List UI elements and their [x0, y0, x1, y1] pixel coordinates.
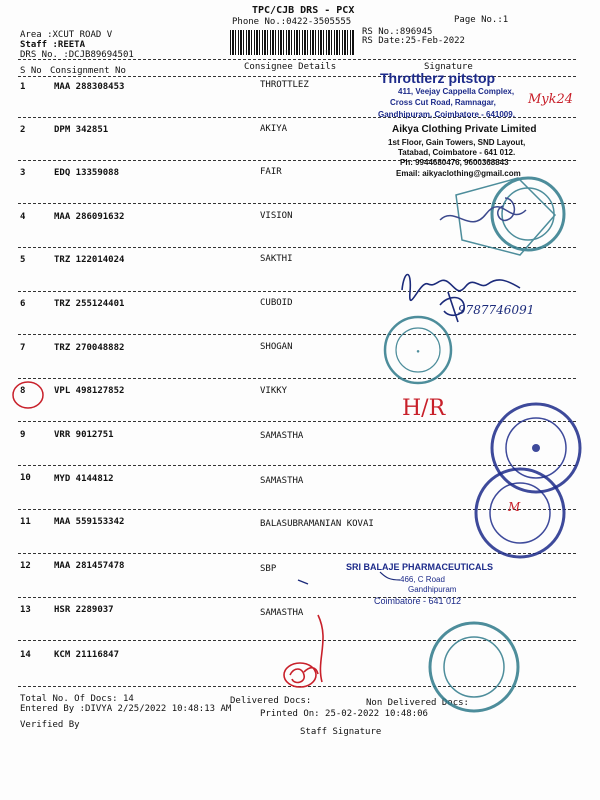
aikya-stamp-line3: Ph: 9944680476, 9600368843	[400, 158, 509, 167]
throttlez-stamp-line1: 411, Veejay Cappella Complex,	[398, 87, 515, 96]
row-consignee: CUBOID	[260, 298, 293, 308]
row-sno: 6	[20, 299, 26, 309]
row-consignee: FAIR	[260, 167, 282, 177]
balaje-stamp-name: SRI BALAJE PHARMACEUTICALS	[346, 562, 494, 572]
row-sno: 8	[20, 386, 26, 396]
rs-number: RS No.:896945	[362, 27, 433, 37]
row-consignment: EDQ 13359088	[54, 168, 120, 178]
aikya-stamp-line4: Email: aikyaclothing@gmail.com	[396, 169, 521, 178]
row-sno: 2	[20, 125, 26, 135]
area-label: Area :XCUT ROAD V	[20, 30, 113, 40]
row-sno: 9	[20, 430, 26, 440]
row-sno: 4	[20, 212, 26, 222]
aikya-stamp-line1: 1st Floor, Gain Towers, SND Layout,	[388, 138, 526, 147]
column-consignee: Consignee Details	[244, 62, 337, 72]
row-consignment: MAA 288308453	[54, 82, 125, 92]
row-sno: 7	[20, 343, 26, 353]
row-sno: 12	[20, 561, 31, 571]
total-docs: Total No. Of Docs: 14	[20, 694, 134, 704]
phone-number: Phone No.:0422-3505555	[232, 17, 352, 27]
rs-date: RS Date:25-Feb-2022	[362, 36, 465, 46]
row-consignee: SAMASTHA	[260, 431, 304, 441]
verified-by: Verified By	[20, 720, 80, 730]
row-consignment: MYD 4144812	[54, 474, 114, 484]
aikya-stamp-name: Aikya Clothing Private Limited	[392, 124, 537, 135]
delivered-docs: Delivered Docs:	[230, 696, 312, 706]
handwritten-phone-row6: 9787746091	[458, 303, 535, 317]
row-consignment: DPM 342851	[54, 125, 109, 135]
handwritten-mark-row10: M	[508, 500, 521, 514]
throttlez-stamp-line3: Gandhipuram, Coimbatore - 641009.	[378, 110, 515, 119]
row-sno: 14	[20, 650, 31, 660]
row-sno: 10	[20, 473, 31, 483]
row-consignment: TRZ 255124401	[54, 299, 125, 309]
handwritten-hr-row8: H/R	[402, 396, 446, 421]
row-consignment: KCM 21116847	[54, 650, 120, 660]
throttlez-stamp-line2: Cross Cut Road, Ramnagar,	[390, 98, 496, 107]
balaje-stamp-line1: 466, C Road	[400, 575, 445, 584]
column-consignment: Consignment No	[50, 66, 126, 76]
column-sno: S No	[20, 66, 42, 76]
non-delivered-docs: Non Delivered Docs:	[366, 698, 469, 708]
row-consignee: SHOGAN	[260, 342, 293, 352]
rx-lens-stamp-graphic	[440, 178, 564, 255]
row-sno: 1	[20, 82, 26, 92]
staff-label: Staff :REETA	[20, 40, 86, 50]
entered-by: Entered By :DIVYA 2/25/2022 10:48:13 AM	[20, 704, 232, 714]
samastha-stamp-graphic-1	[492, 404, 580, 492]
balaje-tick-mark	[380, 572, 400, 580]
row-consignment: TRZ 122014024	[54, 255, 125, 265]
row-consignee: VISION	[260, 211, 293, 221]
row-sno: 11	[20, 517, 31, 527]
row-consignment: TRZ 270048882	[54, 343, 125, 353]
signature-scribble-row5	[402, 275, 520, 323]
row-consignment: VRR 9012751	[54, 430, 114, 440]
row8-circle-mark	[13, 382, 43, 408]
svg-text:●: ●	[416, 349, 420, 355]
balaje-stamp-line3: Coimbatore - 641 012	[374, 596, 462, 606]
sbp-tick-mark	[298, 580, 308, 584]
row-consignment: MAA 559153342	[54, 517, 125, 527]
row-consignment: HSR 2289037	[54, 605, 114, 615]
row-consignee: SBP	[260, 564, 277, 574]
row-consignment: VPL 498127852	[54, 386, 125, 396]
row-consignee: THROTTLEZ	[260, 80, 309, 90]
balaje-stamp-line2: Gandhipuram	[408, 585, 457, 594]
handwritten-mark-row1: Myk24	[528, 92, 574, 107]
row-consignment: MAA 281457478	[54, 561, 125, 571]
row-sno: 3	[20, 168, 26, 178]
staff-signature: Staff Signature	[300, 727, 382, 737]
aikya-stamp-line2: Tatabad, Coimbatore - 641 012.	[398, 148, 516, 157]
throttlez-stamp-name: Throttlerz pitstop	[380, 70, 496, 86]
row-consignee: VIKKY	[260, 386, 288, 396]
row-sno: 13	[20, 605, 31, 615]
column-signature: Signature	[424, 62, 473, 72]
page-number: Page No.:1	[454, 15, 509, 25]
sheet-title: TPC/CJB DRS - PCX	[252, 5, 355, 16]
row-consignee: AKIYA	[260, 124, 288, 134]
row-consignee: SAMASTHA	[260, 476, 304, 486]
row-sno: 5	[20, 255, 26, 265]
signature-scribble-bottom	[284, 615, 323, 687]
drs-number: DRS No. :DCJB89694501	[20, 50, 134, 60]
samastha-stamp-graphic-2	[476, 469, 564, 557]
samastha-stamp-graphic-3	[430, 623, 518, 711]
row-consignment: MAA 286091632	[54, 212, 125, 222]
printed-on: Printed On: 25-02-2022 10:48:06	[260, 709, 428, 719]
row-consignee: SAKTHI	[260, 254, 293, 264]
row-consignee: SAMASTHA	[260, 608, 304, 618]
systems-round-stamp-graphic	[385, 317, 451, 383]
row-consignee: BALASUBRAMANIAN KOVAI	[260, 519, 374, 529]
